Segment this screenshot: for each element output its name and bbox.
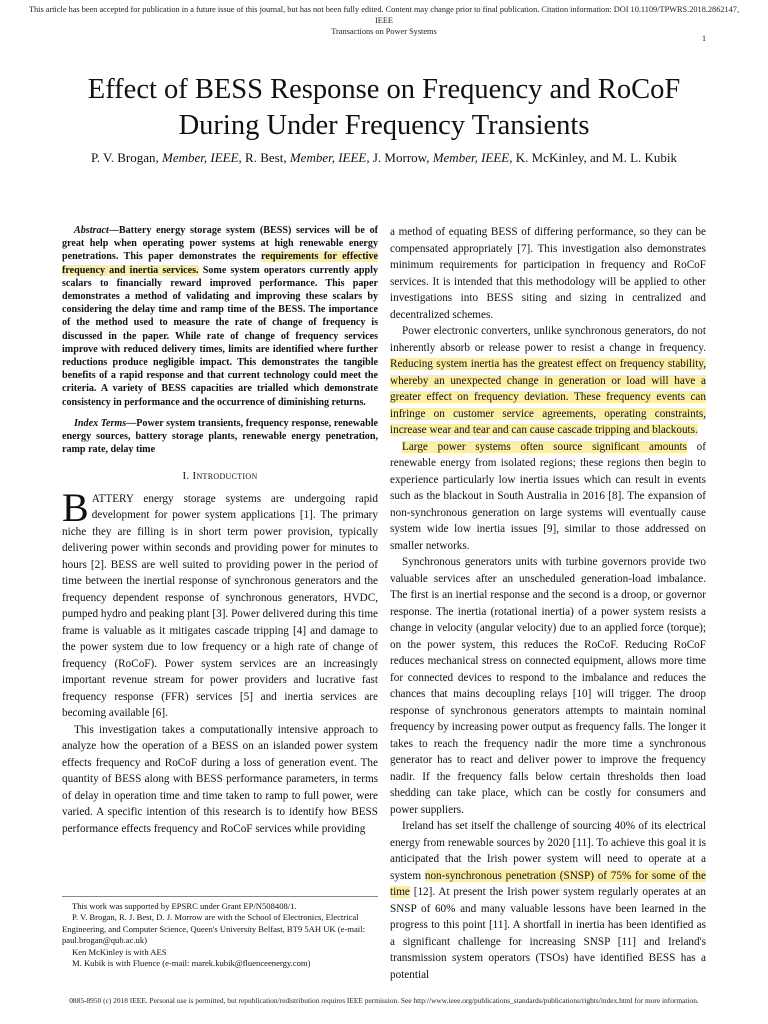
author-text: , R. Best, bbox=[238, 150, 290, 165]
right-column bbox=[390, 224, 706, 983]
abstract-label: Abstract bbox=[74, 225, 109, 236]
author-membership: Member, IEEE bbox=[432, 150, 510, 165]
right-paragraph-2 bbox=[390, 323, 706, 439]
footnote-aes: Ken McKinley is with AES bbox=[72, 946, 167, 957]
abstract-text: Battery energy storage system (BESS) services will be of great help when operating power systems at high renewable energy penetrations. This paper demonstrates the bbox=[62, 225, 378, 263]
footnote-affiliation: P. V. Brogan, R. J. Best, D. J. Morrow are with the School of Electronics, Electrical Engineering, and Computer Science, Queen's University Belfast, BT9 5AH UK (e-mail: paul.brogan@qub.ac.uk) bbox=[62, 912, 365, 946]
right-paragraph-3 bbox=[390, 439, 706, 555]
author-list bbox=[40, 150, 728, 166]
author-text: , J. Morrow, bbox=[366, 150, 433, 165]
copyright-footer: 0885-8950 (c) 2018 IEEE. Personal use is permitted, but republication/redistribution requires IEEE permission. See http://www.ieee.org/publications_standards/publications/rights/index.html for more information. bbox=[69, 996, 699, 1005]
paragraph-text: of renewable energy from isolated regions; these regions then begin to experience particularly low inertia issues which can result in events such as the blackout in South Australia in 2016 [8]. The expansion of non-synchronous generation on large systems will eventually cause system wide low inertia issues [9], similar to those addressed on smaller networks. bbox=[390, 440, 706, 552]
intro-paragraph-1 bbox=[62, 484, 378, 722]
intro-paragraph-1-text: ATTERY energy storage systems are undergoing rapid development for power system applications [1]. The primary niche they are filling is in short term power provision, typically delivering power within seconds and providing power for minutes to hours [2]. BESS are well suited to providing power in the period of time between the inertial response of synchronous generators and the frequency dependent response of synchronous generators, HVDC, pumped hydro and peaking plant [3]. Power delivered during this time frame is valuable as it mitigates cascade tripping [4] and damage to the power system due to low frequency or a high rate of change of frequency (RoCoF). Power system services are an increasingly important revenue stream for power providers and lucrative fast frequency response (FFR) services [5] and inertia services are becoming available [6]. bbox=[62, 492, 378, 720]
abstract-highlight: requirements for effective frequency and inertia services. bbox=[62, 251, 378, 276]
author-membership: Member, IEEE bbox=[162, 150, 239, 165]
footnote-fluence: M. Kubik is with Fluence (e-mail: marek.kubik@fluenceenergy.com) bbox=[72, 958, 311, 969]
author-text: , K. McKinley, and M. L. Kubik bbox=[509, 150, 678, 165]
drop-cap: B bbox=[62, 484, 89, 530]
author-membership: Member, IEEE bbox=[289, 150, 367, 165]
section-heading-introduction bbox=[62, 468, 378, 485]
paragraph-text: Ireland has set itself the challenge of sourcing 40% of its electrical energy from renewable sources by 2020 [11]. To achieve this goal it is anticipated that the Irish power system will need to operate at a system bbox=[390, 820, 706, 882]
highlighted-text: Reducing system inertia has the greatest effect on frequency stability, whereby an unexpected change in generation or load will have a greater effect on frequency deviation. These frequency events can infringe on customer service agreements, operating constraints, increase wear and tear and can cause cascade tripping and blackouts. bbox=[390, 358, 706, 436]
index-terms-text: Power system transients, frequency response, renewable energy sources, battery storage plants, renewable energy penetration, ramp rate, delay time bbox=[62, 417, 378, 456]
journal-banner bbox=[20, 4, 748, 37]
right-paragraph-4: Synchronous generators units with turbine governors provide two valuable services after an unscheduled generation-load imbalance. The first is an inertial response and the second is a droop, or governor response. The inertia (rotational inertia) of a power system resists a change in velocity (angular velocity) due to an applied force (torque); on the power system, this reduces the RoCoF. Reducing RoCoF reduces mechanical stress on connected equipment, allows more time for connected devices to respond to the imbalance and reduces the chances that mains decoupling relays [10] will trigger. The droop response of synchronous generators attempts to maintain nominal frequency by increasing power output as frequency falls. The longer it takes to reach the frequency nadir the more time a synchronous generator has to react and deliver power to improve the frequency nadir. If the frequency falls below certain thresholds then load shedding can take place, which can be costly for consumers and power suppliers. bbox=[390, 556, 706, 816]
title-line-1: Effect of BESS Response on Frequency and RoCoF bbox=[87, 74, 681, 105]
banner-line-1: This article has been accepted for publication in a future issue of this journal, but has not been fully edited. Content may change prior to final publication. Citation information: DOI 10.1109/TPWRS.2018.2862147, IEEE bbox=[28, 5, 740, 25]
abstract bbox=[62, 224, 378, 409]
right-paragraph-1: a method of equating BESS of differing performance, so they can be compensated appropriately [7]. This investigation also demonstrates minimum requirements for participation in frequency and RoCoF services. It is intended that this methodology will be applied to other investigations into BESS siting and sizing in centralized and decentralized schemes. bbox=[390, 226, 706, 321]
section-numeral: I. bbox=[182, 470, 193, 483]
index-terms bbox=[62, 417, 378, 457]
abstract-text-cont: Some system operators currently apply scalars to financially reward improved performance. This paper demonstrates a method of validating and improving these scalars by considering the delay time and ramp time of the BESS. The importance of the method used to measure the rate of change of frequency is discussed in the paper. While rate of change of frequency services improve with reduced delivery times, limits are identified where further reductions produce negligible impact. This demonstrates the tangible benefits of a rapid response and that current technology could meet the criteria. A variety of BESS capacities are trialled which demonstrate consistency in performance and the occurrence of diminishing returns. bbox=[62, 264, 379, 408]
left-column bbox=[62, 224, 378, 837]
abstract-dash: — bbox=[108, 225, 119, 236]
index-terms-label: Index Terms bbox=[74, 417, 127, 429]
page-number: 1 bbox=[702, 34, 706, 43]
footnotes bbox=[62, 896, 378, 969]
paragraph-text: [12]. At present the Irish power system regularly operates at an SNSP of 60% and many valuable lessons have been learned in the progress to this point [11]. A shortfall in inertia has been identified as a significant challenge for increasing SNSP [11] and Ireland's transmission system operators (TSOs) have identified BESS has a potential bbox=[390, 886, 706, 981]
footnote-funding: This work was supported by EPSRC under Grant EP/N508408/1. bbox=[72, 901, 297, 911]
paper-title bbox=[40, 72, 728, 144]
section-title: Introduction bbox=[192, 470, 258, 483]
right-paragraph-5 bbox=[390, 818, 706, 983]
highlighted-text: non-synchronous penetration (SNSP) of 75% for some of the time bbox=[390, 869, 706, 898]
banner-line-2: Transactions on Power Systems bbox=[331, 27, 437, 36]
title-line-2: During Under Frequency Transients bbox=[178, 110, 590, 141]
highlighted-text: Large power systems often source significant amounts bbox=[402, 440, 687, 453]
intro-paragraph-2: This investigation takes a computationally intensive approach to analyze how the operation of a BESS on an islanded power system effects frequency and RoCoF during a loss of generation event. The quantity of BESS along with BESS performance parameters, in terms of delay in operation time and time taken to ramp to full power, were varied. A specific intention of this research is to identify how BESS performance effects frequency and RoCoF services while providing bbox=[62, 723, 378, 835]
paragraph-text: Power electronic converters, unlike synchronous generators, do not inherently absorb or release power to resist a change in frequency. bbox=[390, 325, 706, 354]
author-text: P. V. Brogan, bbox=[90, 150, 163, 165]
index-terms-dash: — bbox=[126, 417, 137, 429]
